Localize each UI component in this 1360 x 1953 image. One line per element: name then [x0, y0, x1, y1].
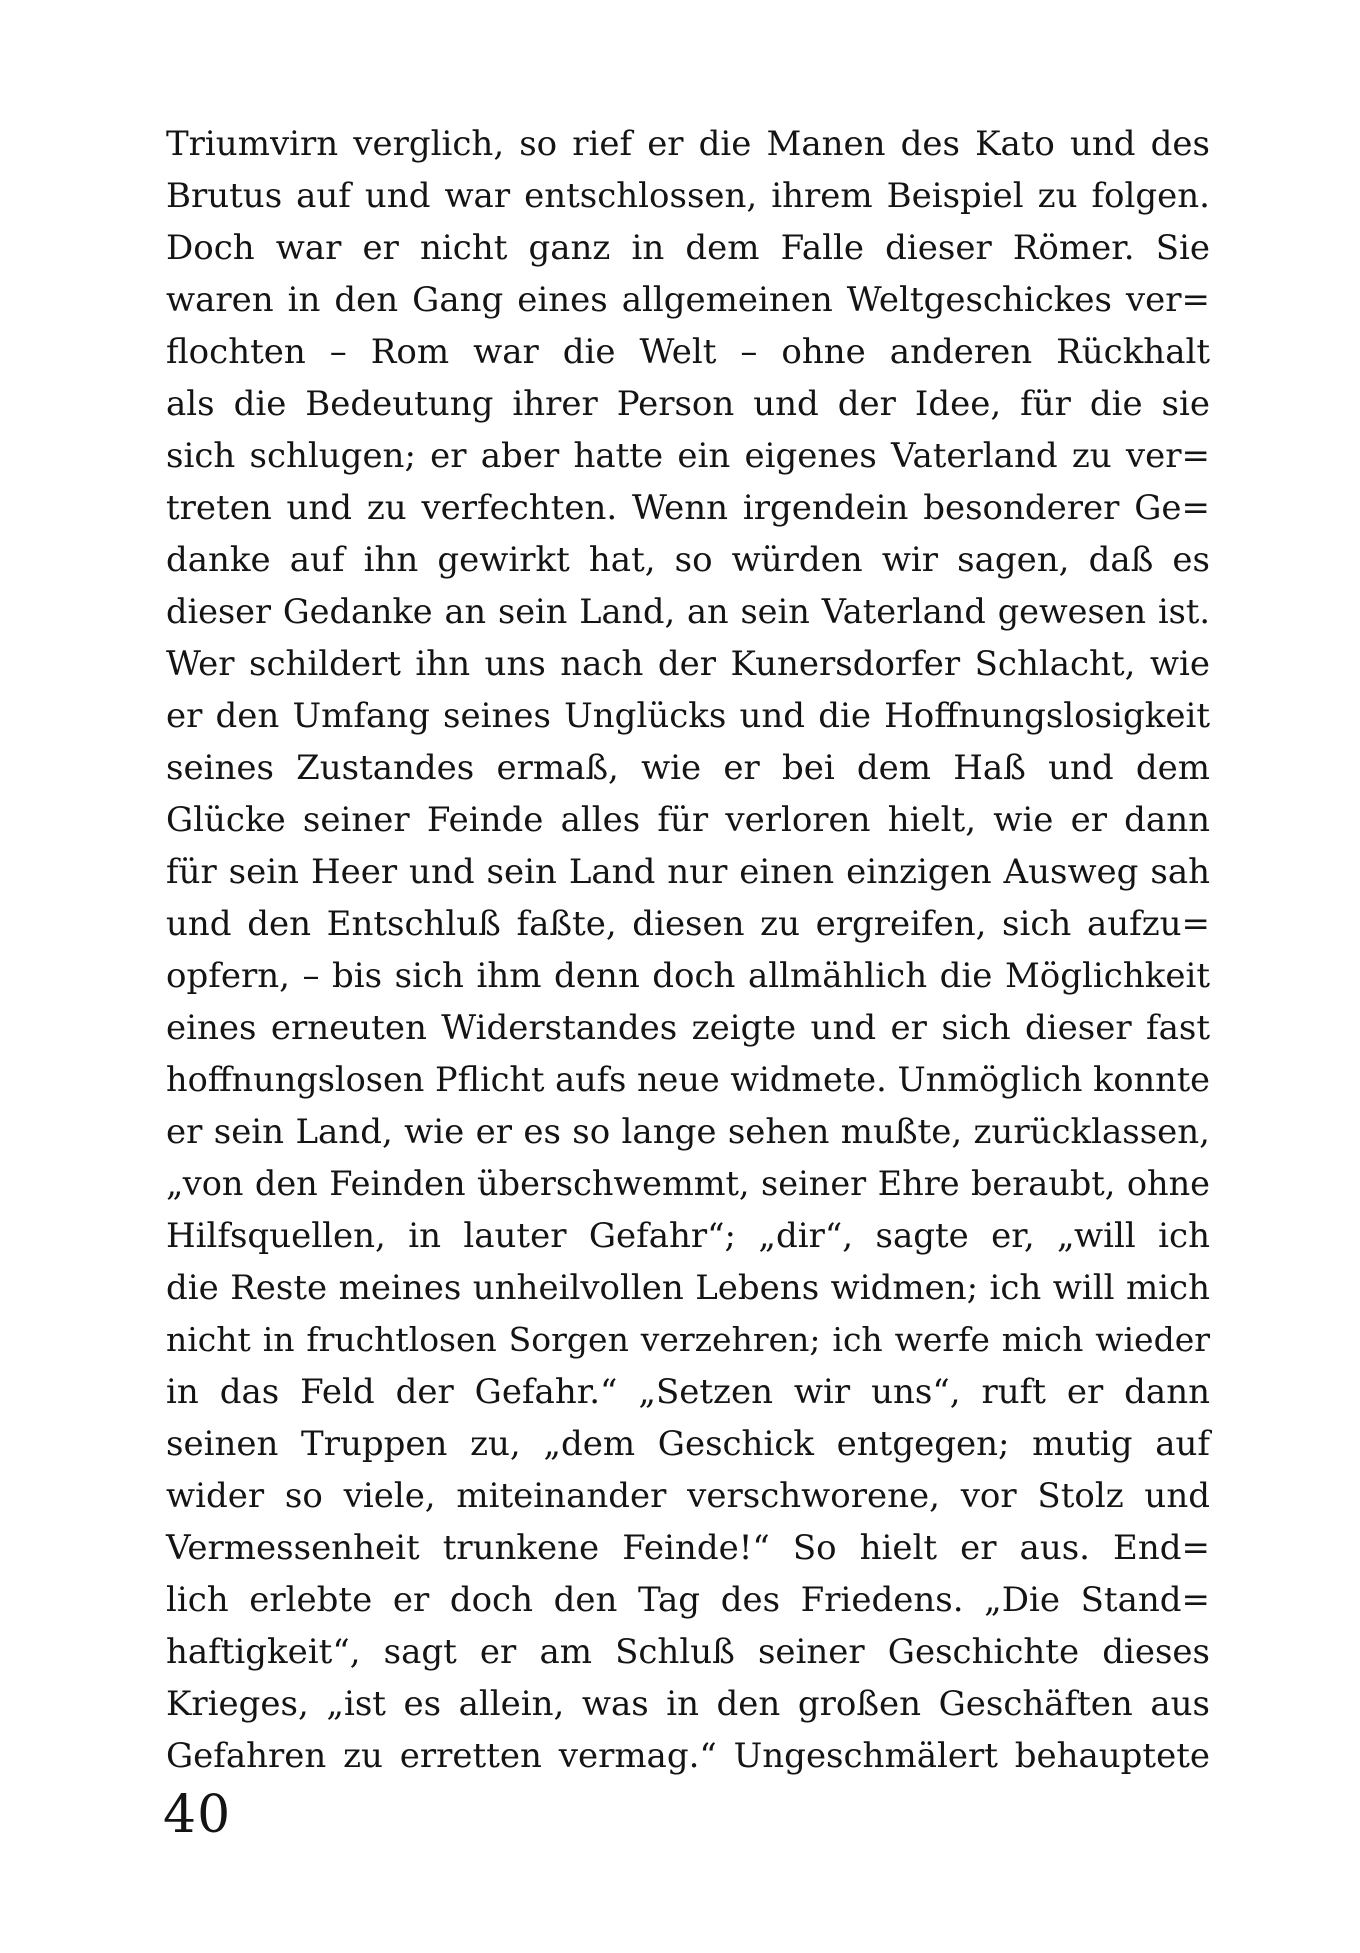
text-line: dieser Gedanke an sein Land, an sein Vaterland gewesen ist.	[166, 592, 1210, 631]
text-line: Glücke seiner Feinde alles für verloren hielt, wie er dann	[166, 800, 1210, 840]
text-line: in das Feld der Gefahr.“ „Setzen wir uns“, ruft er dann	[166, 1372, 1210, 1412]
text-line: „von den Feinden überschwemmt, seiner Ehre beraubt, ohne	[166, 1164, 1210, 1203]
text-line: seinen Truppen zu, „dem Geschick entgegen; mutig auf	[166, 1424, 1210, 1464]
page-number: 40	[163, 1785, 232, 1845]
text-line: die Reste meines unheilvollen Lebens widmen; ich will mich	[166, 1268, 1210, 1308]
text-line: lich erlebte er doch den Tag des Friedens. „Die Stand=	[166, 1580, 1210, 1620]
text-line: er den Umfang seines Unglücks und die Hoffnungslosigkeit	[166, 696, 1210, 736]
text-line: er sein Land, wie er es so lange sehen mußte, zurücklassen,	[166, 1112, 1210, 1152]
text-line: Brutus auf und war entschlossen, ihrem Beispiel zu folgen.	[166, 176, 1210, 216]
text-line: opfern, – bis sich ihm denn doch allmählich die Möglichkeit	[166, 956, 1210, 996]
text-line: Hilfsquellen, in lauter Gefahr“; „dir“, sagte er, „will ich	[166, 1216, 1210, 1256]
text-line: nicht in fruchtlosen Sorgen verzehren; ich werfe mich wieder	[166, 1320, 1210, 1359]
text-line: Vermessenheit trunkene Feinde!“ So hielt er aus. End=	[166, 1528, 1210, 1568]
text-line: für sein Heer und sein Land nur einen einzigen Ausweg sah	[166, 852, 1210, 892]
text-line: Triumvirn verglich, so rief er die Manen des Kato und des	[166, 124, 1210, 164]
text-line: als die Bedeutung ihrer Person und der Idee, für die sie	[166, 384, 1210, 424]
text-line: haftigkeit“, sagt er am Schluß seiner Geschichte dieses	[166, 1632, 1210, 1672]
text-line: wider so viele, miteinander verschworene, vor Stolz und	[166, 1476, 1210, 1516]
text-line: hoffnungslosen Pflicht aufs neue widmete. Unmöglich konnte	[166, 1060, 1210, 1099]
text-line: sich schlugen; er aber hatte ein eigenes Vaterland zu ver=	[166, 436, 1210, 476]
text-line: Wer schildert ihn uns nach der Kunersdorfer Schlacht, wie	[166, 644, 1210, 684]
text-line: danke auf ihn gewirkt hat, so würden wir sagen, daß es	[166, 540, 1210, 580]
text-line: treten und zu verfechten. Wenn irgendein besonderer Ge=	[166, 488, 1210, 528]
text-line: eines erneuten Widerstandes zeigte und er sich dieser fast	[166, 1008, 1210, 1048]
text-line: Gefahren zu erretten vermag.“ Ungeschmälert behauptete	[166, 1736, 1210, 1776]
text-line: flochten – Rom war die Welt – ohne anderen Rückhalt	[166, 332, 1210, 372]
text-line: Krieges, „ist es allein, was in den großen Geschäften aus	[166, 1684, 1210, 1724]
text-line: Doch war er nicht ganz in dem Falle dieser Römer. Sie	[166, 228, 1210, 268]
text-line: seines Zustandes ermaß, wie er bei dem Haß und dem	[166, 748, 1210, 788]
text-column	[166, 118, 1210, 1782]
text-line: und den Entschluß faßte, diesen zu ergreifen, sich aufzu=	[166, 904, 1210, 944]
text-line: waren in den Gang eines allgemeinen Weltgeschickes ver=	[166, 280, 1210, 320]
